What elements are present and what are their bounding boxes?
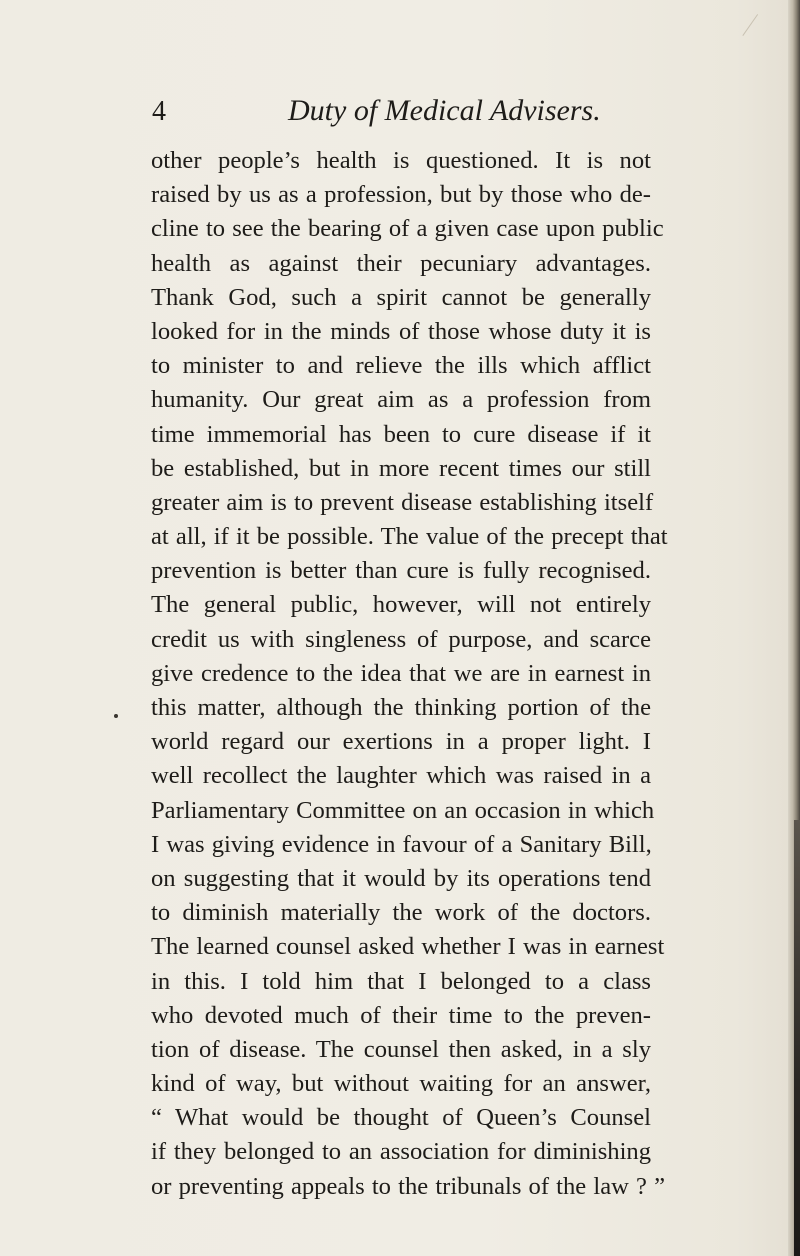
text-line: “ What would be thought of Queen’s Counsel [151, 1104, 651, 1132]
text-line: be established, but in more recent times our still [151, 454, 651, 482]
text-line: at all, if it be possible. The value of the precept that [151, 523, 668, 551]
text-line: greater aim is to prevent disease establishing itself [151, 488, 654, 516]
text-line: prevention is better than cure is fully recognised. [151, 557, 651, 585]
text-line: raised by us as a profession, but by those who de- [151, 181, 651, 209]
text-line: to diminish materially the work of the doctors. [151, 899, 651, 927]
text-line: I was giving evidence in favour of a Sanitary Bill, [151, 830, 652, 858]
running-head [152, 94, 632, 134]
page-number: 4 [152, 96, 166, 127]
text-line: time immemorial has been to cure disease if it [151, 420, 651, 448]
text-line: Parliamentary Committee on an occasion in which [151, 796, 655, 824]
text-line: world regard our exertions in a proper light. I [151, 728, 651, 756]
text-line: give credence to the idea that we are in earnest in [151, 659, 651, 687]
binding-edge [794, 820, 800, 1256]
text-line: if they belonged to an association for diminishing [151, 1138, 651, 1166]
text-line: credit us with singleness of purpose, and scarce [151, 625, 651, 653]
text-line: other people’s health is questioned. It is not [151, 147, 651, 174]
text-line: tion of disease. The counsel then asked, in a sly [151, 1035, 651, 1063]
ink-speck [114, 714, 118, 718]
text-line: health as against their pecuniary advantages. [151, 249, 651, 277]
text-line: The learned counsel asked whether I was in earnest [151, 933, 665, 961]
text-line: kind of way, but without waiting for an answer, [151, 1070, 651, 1098]
text-line: cline to see the bearing of a given case upon public [151, 215, 664, 243]
text-line: Thank God, such a spirit cannot be generally [151, 283, 651, 311]
text-line: The general public, however, will not entirely [151, 591, 651, 619]
text-line: well recollect the laughter which was raised in a [151, 762, 651, 790]
text-line: on suggesting that it would by its operations tend [151, 864, 651, 892]
body-text [151, 144, 668, 1204]
running-title: Duty of Medical Advisers. [288, 94, 601, 127]
text-line: or preventing appeals to the tribunals of the law ? ” [151, 1172, 666, 1200]
text-line: looked for in the minds of those whose duty it is [151, 317, 651, 345]
text-line: who devoted much of their time to the preven- [151, 1001, 651, 1029]
page-corner-mark [731, 6, 758, 36]
text-line: to minister to and relieve the ills which afflict [151, 352, 651, 380]
text-line: in this. I told him that I belonged to a class [151, 967, 651, 995]
text-line: this matter, although the thinking portion of the [151, 694, 651, 721]
text-line: humanity. Our great aim as a profession from [151, 386, 651, 414]
